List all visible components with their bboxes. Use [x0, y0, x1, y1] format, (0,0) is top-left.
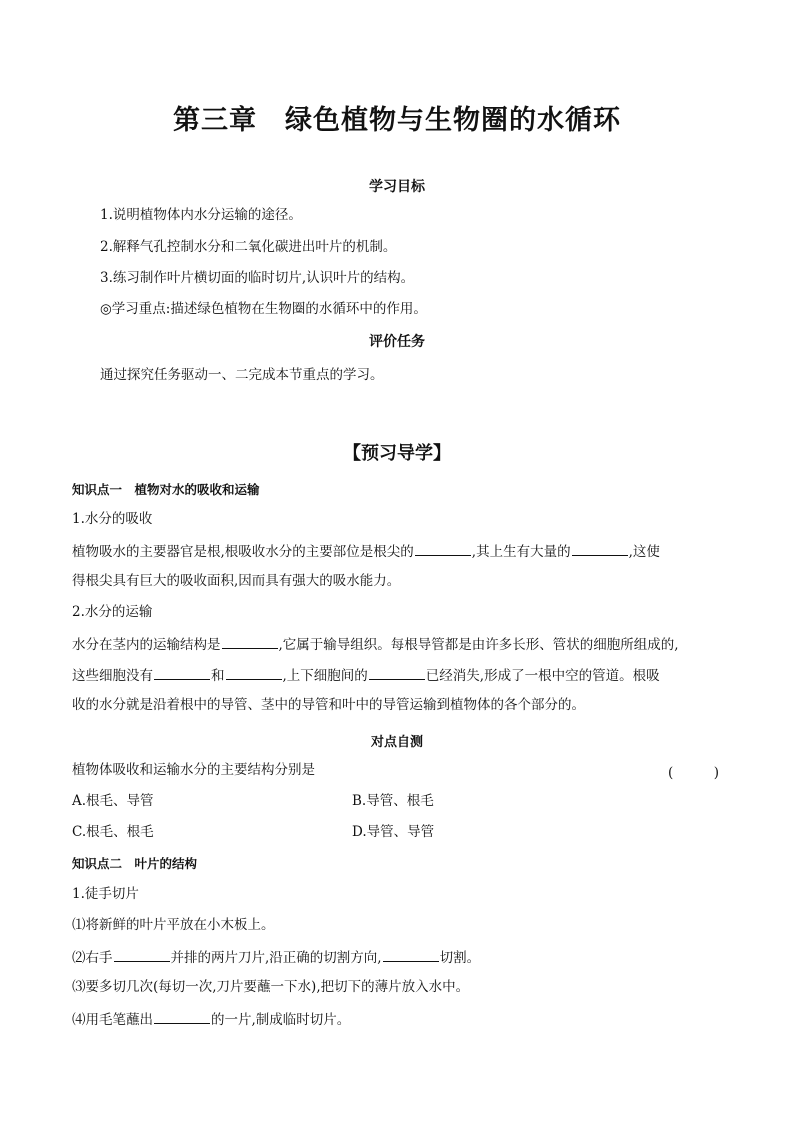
kp1-paragraph-1-line-2: 得根尖具有巨大的吸收面积,因而具有强大的吸水能力。	[72, 573, 401, 589]
kp1-paragraph-2-line-2	[72, 665, 660, 685]
kp1-subheading-transport: 2.水分的运输	[72, 604, 153, 620]
kp1-paragraph-2-line-1	[72, 634, 679, 654]
option-a[interactable]: A.根毛、导管	[72, 793, 154, 809]
kp1-paragraph-2-line-3: 收的水分就是沿着根中的导管、茎中的导管和叶中的导管运输到植物体的各个部分的。	[72, 697, 585, 713]
text-span: 切割。	[439, 950, 481, 966]
text-span: 植物吸水的主要器官是根,根吸收水分的主要部位是根尖的	[72, 544, 414, 560]
text-span: 这些细胞没有	[72, 668, 153, 684]
text-span: ,其上生有大量的	[471, 544, 571, 560]
fill-blank[interactable]	[383, 947, 439, 962]
text-span: ⑷用毛笔蘸出	[72, 1012, 153, 1028]
text-span: ,上下细胞间的	[282, 668, 368, 684]
goal-item-2: 2.解释气孔控制水分和二氧化碳进出叶片的机制。	[100, 239, 397, 255]
text-span: ,这使	[628, 544, 660, 560]
fill-blank[interactable]	[369, 665, 425, 680]
option-c[interactable]: C.根毛、根毛	[72, 824, 154, 840]
fill-blank[interactable]	[154, 665, 210, 680]
self-test-heading: 对点自测	[370, 735, 423, 750]
learning-goals-heading: 学习目标	[369, 179, 425, 195]
text-span: ⑵右手	[72, 950, 113, 966]
text-span: 已经消失,形成了一根中空的管道。根吸	[425, 668, 660, 684]
evaluation-heading: 评价任务	[369, 334, 425, 350]
kp1-paragraph-1-line-1	[72, 541, 660, 561]
kp2-subheading-sectioning: 1.徒手切片	[72, 886, 139, 902]
kp2-step-2	[72, 947, 480, 967]
goal-item-3: 3.练习制作叶片横切面的临时切片,认识叶片的结构。	[100, 270, 415, 286]
fill-blank[interactable]	[415, 541, 471, 556]
fill-blank[interactable]	[226, 665, 282, 680]
text-span: 并排的两片刀片,沿正确的切割方向,	[170, 950, 382, 966]
fill-blank[interactable]	[154, 1009, 210, 1024]
knowledge-point-2-heading: 知识点二 叶片的结构	[72, 856, 198, 871]
fill-blank[interactable]	[222, 634, 278, 649]
knowledge-point-1-heading: 知识点一 植物对水的吸收和运输	[72, 482, 260, 497]
goal-item-1: 1.说明植物体内水分运输的途径。	[100, 207, 302, 223]
text-span: ,它属于输导组织。每根导管都是由许多长形、管状的细胞所组成的,	[278, 637, 679, 653]
answer-parentheses[interactable]: ( )	[668, 765, 720, 781]
chapter-title: 第三章 绿色植物与生物圈的水循环	[173, 105, 621, 136]
self-test-question: 植物体吸收和运输水分的主要结构分别是	[72, 762, 315, 778]
kp2-step-3: ⑶要多切几次(每切一次,刀片要蘸一下水),把切下的薄片放入水中。	[72, 979, 470, 995]
preview-heading: 【预习导学】	[343, 443, 451, 464]
option-b[interactable]: B.导管、根毛	[352, 793, 434, 809]
fill-blank[interactable]	[572, 541, 628, 556]
option-d[interactable]: D.导管、导管	[352, 824, 435, 840]
evaluation-text: 通过探究任务驱动一、二完成本节重点的学习。	[100, 367, 384, 383]
kp1-subheading-absorption: 1.水分的吸收	[72, 511, 153, 527]
fill-blank[interactable]	[114, 947, 170, 962]
text-span: 和	[211, 668, 225, 684]
text-span: 水分在茎内的运输结构是	[72, 637, 221, 653]
kp2-step-4	[72, 1009, 350, 1029]
learning-focus: ◎学习重点:描述绿色植物在生物圈的水循环中的作用。	[100, 301, 427, 317]
kp2-step-1: ⑴将新鲜的叶片平放在小木板上。	[72, 917, 275, 933]
text-span: 的一片,制成临时切片。	[211, 1012, 351, 1028]
